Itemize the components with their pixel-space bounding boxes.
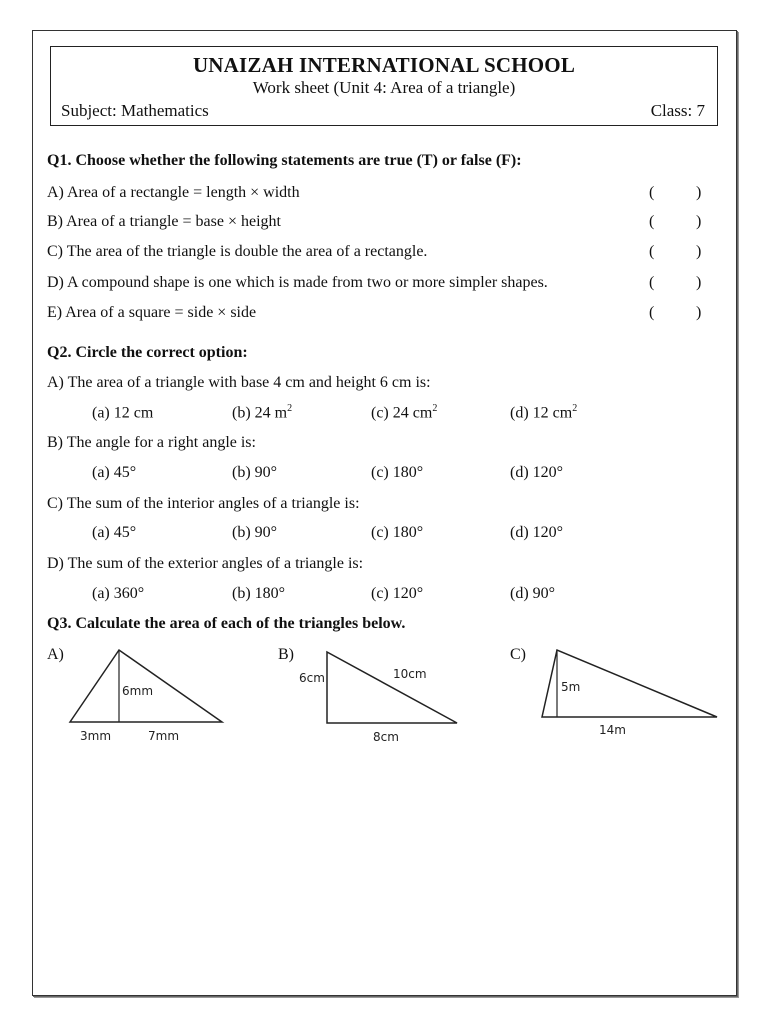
q2d-option-c[interactable]: (c) 120° — [371, 585, 424, 602]
q2c-option-d[interactable]: (d) 120° — [510, 524, 564, 541]
q3-figure-a-label: A) — [47, 646, 64, 663]
q2b-option-d[interactable]: (d) 120° — [510, 464, 564, 481]
q3-figure-c-label: C) — [510, 646, 526, 663]
triangle-b-outline — [327, 652, 457, 723]
q3-triangle-a — [62, 642, 232, 746]
q1-statement-d: D) A compound shape is one which is made from two or more simpler shapes. — [47, 274, 548, 291]
subject-label: Subject: Mathematics — [61, 101, 209, 120]
q1-heading: Q1. Choose whether the following statements are true (T) or false (F): — [47, 152, 522, 169]
triangle-b-side-label: 6cm — [299, 671, 325, 685]
q1-statement-c: C) The area of the triangle is double the area of a rectangle. — [47, 243, 428, 260]
q2-question-a: A) The area of a triangle with base 4 cm and height 6 cm is: — [47, 374, 431, 391]
page-frame — [32, 30, 737, 996]
q2c-option-c[interactable]: (c) 180° — [371, 524, 424, 541]
q2a-option-d[interactable]: (d) 12 $cm^2$ — [510, 403, 578, 422]
q1-statement-a: A) Area of a rectangle = length × width — [47, 184, 300, 201]
triangle-b-base-label: 8cm — [373, 730, 399, 744]
q3-heading: Q3. Calculate the area of each of the triangles below. — [47, 615, 406, 632]
triangle-a-base-right-label: 7mm — [148, 729, 180, 743]
triangle-c-height-label: 5m — [561, 680, 581, 694]
q1-statement-e: E) Area of a square = side × side — [47, 304, 257, 321]
triangle-a-height-label: 6mm — [122, 684, 154, 698]
q2b-option-c[interactable]: (c) 180° — [371, 464, 424, 481]
q2a-option-c[interactable]: (c) 24 $cm^2$ — [371, 403, 438, 422]
q2-question-d: D) The sum of the exterior angles of a triangle is: — [47, 555, 364, 572]
q2-question-b: B) The angle for a right angle is: — [47, 434, 256, 451]
q3-triangle-b — [295, 642, 465, 746]
q3-figure-b-label: B) — [278, 646, 294, 663]
triangle-c-base-label: 14m — [599, 723, 626, 737]
q2b-option-b[interactable]: (b) 90° — [232, 464, 278, 481]
q2d-option-b[interactable]: (b) 180° — [232, 585, 286, 602]
q2c-option-b[interactable]: (b) 90° — [232, 524, 278, 541]
q2c-option-a[interactable]: (a) 45° — [92, 524, 137, 541]
q3-triangle-c — [535, 642, 721, 738]
worksheet-title: Work sheet (Unit 4: Area of a triangle) — [252, 78, 516, 97]
worksheet-header — [50, 46, 718, 126]
q2b-option-a[interactable]: (a) 45° — [92, 464, 137, 481]
q2a-option-a[interactable]: (a) 12 cm — [92, 404, 154, 422]
school-name: UNAIZAH INTERNATIONAL SCHOOL — [192, 53, 576, 77]
q2d-option-a[interactable]: (a) 360° — [92, 585, 145, 602]
q1-statement-b: B) Area of a triangle = base × height — [47, 213, 281, 230]
q2a-option-b[interactable]: (b) 24 $m^2$ — [232, 403, 293, 422]
triangle-a-base-left-label: 3mm — [80, 729, 112, 743]
q2-heading: Q2. Circle the correct option: — [47, 344, 248, 361]
q2-question-c: C) The sum of the interior angles of a triangle is: — [47, 495, 360, 512]
class-label: Class: 7 — [650, 101, 705, 120]
q2d-option-d[interactable]: (d) 90° — [510, 585, 556, 602]
triangle-b-hyp-label: 10cm — [393, 667, 427, 681]
